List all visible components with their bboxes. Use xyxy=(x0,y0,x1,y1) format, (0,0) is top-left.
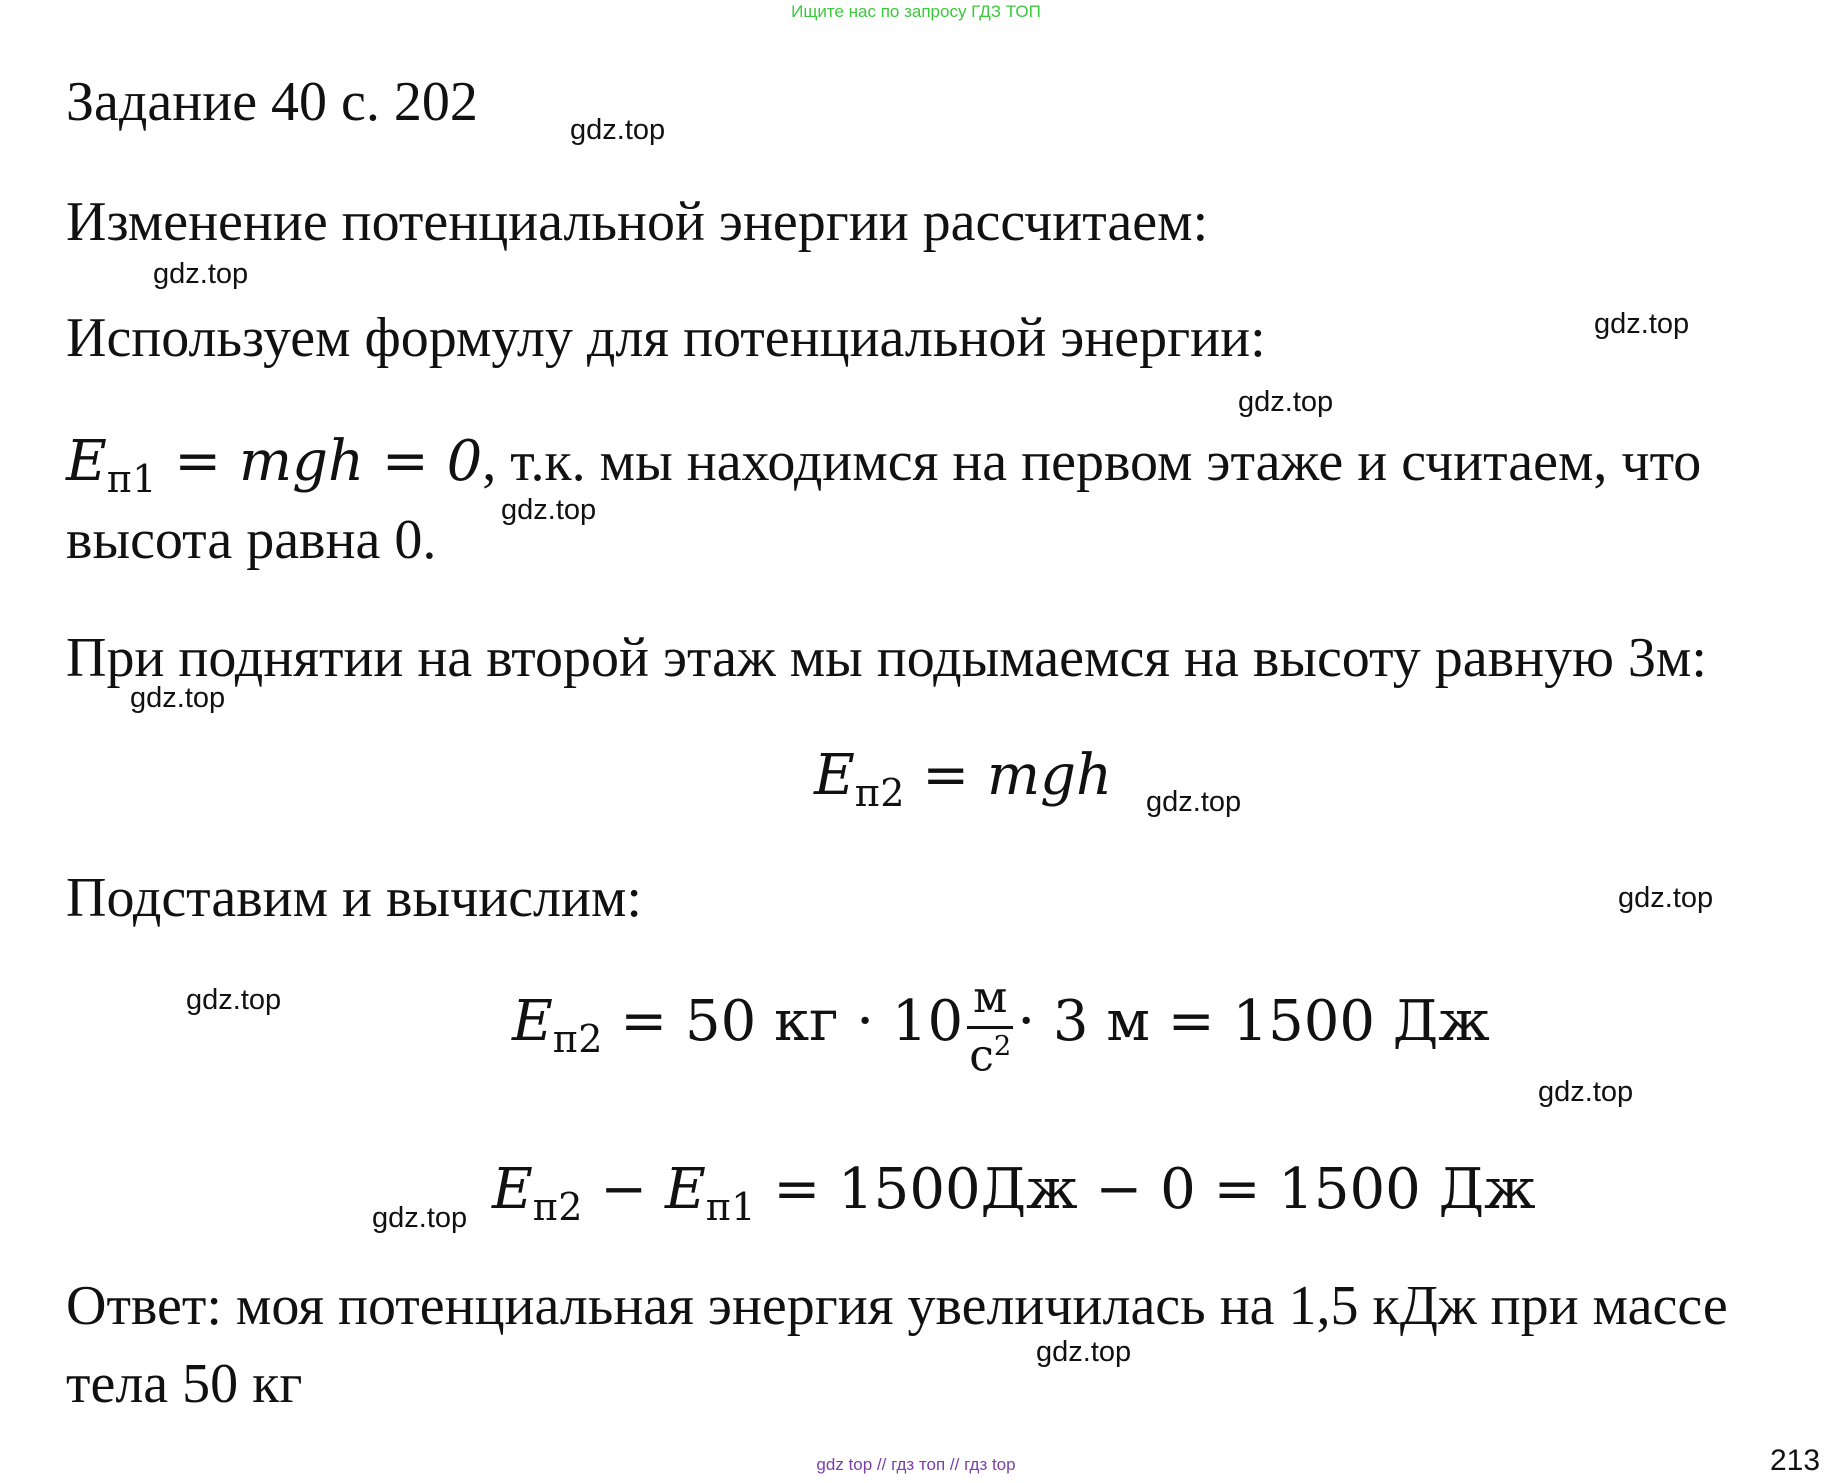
ep2-subscript: п2 xyxy=(854,771,905,816)
answer-line-2: тела 50 кг xyxy=(66,1353,303,1415)
ep1-line xyxy=(66,429,1702,502)
frac-denominator xyxy=(967,1029,1013,1082)
calc1-part1: = 50 кг · 10 xyxy=(602,989,964,1055)
calc2-symbol-a: E xyxy=(492,1157,533,1222)
watermark: gdz.top xyxy=(130,682,226,714)
watermark: gdz.top xyxy=(1538,1076,1634,1108)
ep2-formula xyxy=(814,743,1113,816)
watermark: gdz.top xyxy=(1618,882,1714,914)
line-second-floor: При поднятии на второй этаж мы подымаемся на высоту равную 3м: xyxy=(66,627,1707,689)
calc2-minus: − xyxy=(582,1157,666,1222)
line-height-zero: высота равна 0. xyxy=(66,509,437,571)
ep1-text: , т.к. мы находимся на первом этаже и считаем, что xyxy=(482,431,1702,493)
ep2-rhs: = mgh xyxy=(904,743,1113,808)
line-change: Изменение потенциальной энергии рассчитаем: xyxy=(66,191,1209,253)
frac-numerator: м xyxy=(967,976,1013,1029)
frac-den-exponent: 2 xyxy=(993,1031,1012,1062)
calc2-sub-b: п1 xyxy=(705,1185,756,1230)
bottom-banner[interactable]: gdz top // гдз топ // гдз top xyxy=(816,1455,1016,1474)
ep1-symbol: E xyxy=(66,429,107,494)
ep1-subscript: п1 xyxy=(106,457,157,502)
watermark: gdz.top xyxy=(501,494,597,526)
watermark: gdz.top xyxy=(372,1202,468,1234)
calc2-formula xyxy=(492,1157,1536,1230)
ep2-symbol: E xyxy=(814,743,855,808)
calc2-sub-a: п2 xyxy=(532,1185,583,1230)
answer-line-1: Ответ: моя потенциальная энергия увеличилась на 1,5 кДж при массе xyxy=(66,1275,1728,1337)
task-title: Задание 40 с. 202 xyxy=(66,71,478,133)
watermark: gdz.top xyxy=(1036,1336,1132,1368)
watermark: gdz.top xyxy=(1594,308,1690,340)
calc1-fraction xyxy=(967,972,1013,1082)
watermark: gdz.top xyxy=(570,114,666,146)
watermark: gdz.top xyxy=(186,984,282,1016)
watermark: gdz.top xyxy=(153,258,249,290)
page-number: 213 xyxy=(1770,1444,1821,1477)
ep1-rhs: = mgh = 0 xyxy=(156,429,483,494)
calc1-subscript: п2 xyxy=(552,1017,603,1062)
calc2-symbol-b: E xyxy=(665,1157,706,1222)
frac-den-base: с xyxy=(969,1030,994,1082)
calc2-rhs: = 1500Дж − 0 = 1500 Дж xyxy=(755,1157,1536,1222)
calc1-part2: · 3 м = 1500 Дж xyxy=(1017,989,1490,1055)
watermark: gdz.top xyxy=(1146,786,1242,818)
calc1-formula xyxy=(512,972,1490,1082)
line-substitute: Подставим и вычислим: xyxy=(66,867,642,929)
watermark: gdz.top xyxy=(1238,386,1334,418)
top-banner[interactable]: Ищите нас по запросу ГДЗ ТОП xyxy=(791,2,1041,21)
calc1-symbol: E xyxy=(512,989,553,1055)
line-formula-intro: Используем формулу для потенциальной энергии: xyxy=(66,307,1266,369)
